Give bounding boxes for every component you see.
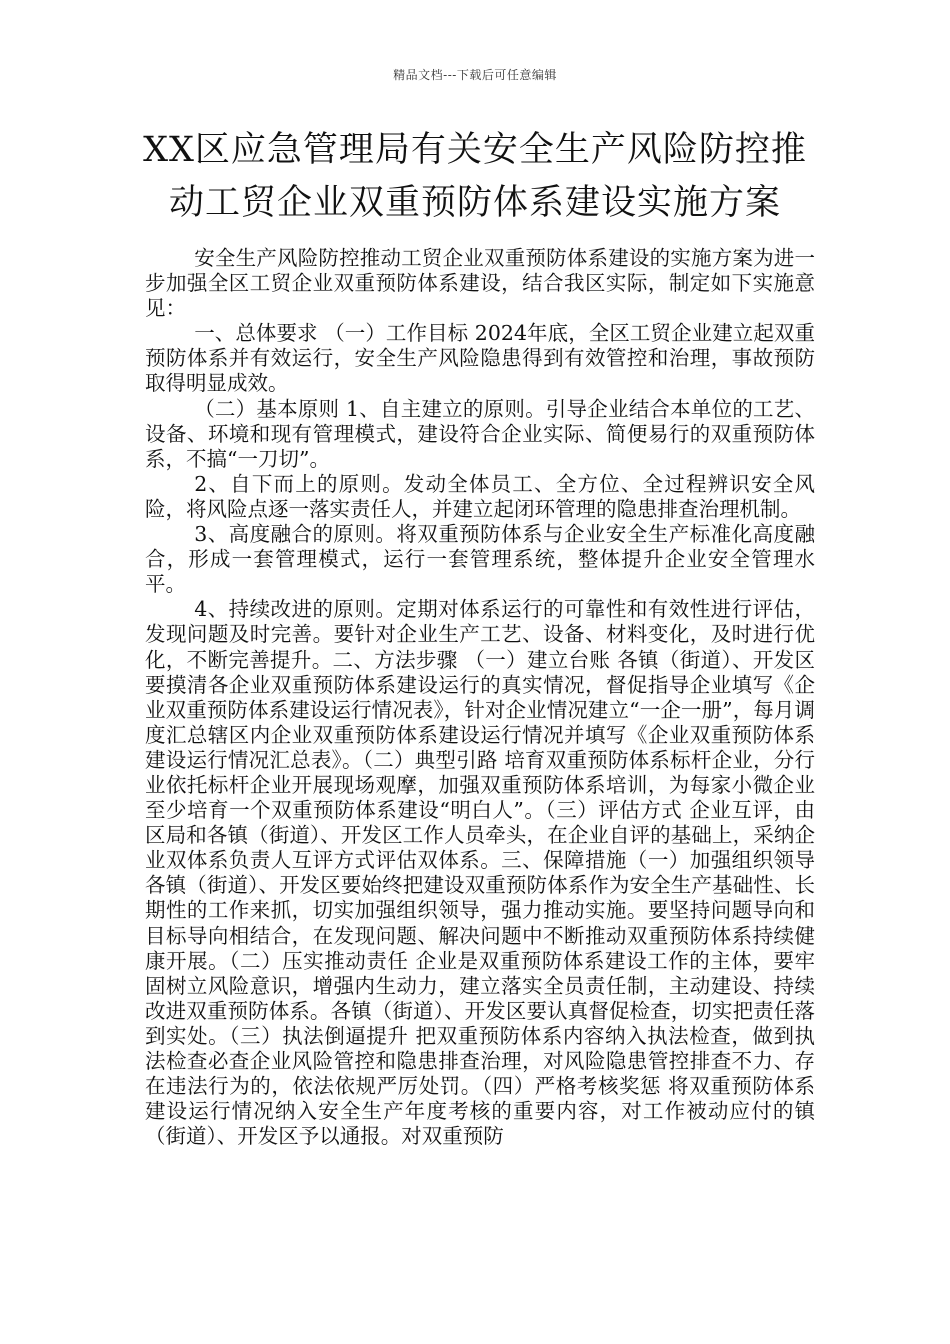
paragraph-intro: 安全生产风险防控推动工贸企业双重预防体系建设的实施方案为进一步加强全区工贸企业双重预防体系建设，结合我区实际，制定如下实施意见： — [145, 246, 815, 321]
title-line-1: XX区应急管理局有关安全生产风险防控推 — [143, 130, 807, 170]
paragraph-principle-3: 3、高度融合的原则。将双重预防体系与企业安全生产标准化高度融合，形成一套管理模式，运行一套管理系统，整体提升企业安全管理水平。 — [145, 522, 815, 597]
header-note: 精品文档---下载后可任意编辑 — [393, 68, 557, 82]
title-line-2: 动工贸企业双重预防体系建设实施方案 — [168, 183, 781, 223]
document-body — [145, 246, 815, 1149]
paragraph-basic-principles: （二）基本原则 1、自主建立的原则。引导企业结合本单位的工艺、设备、环境和现有管理模式，建设符合企业实际、简便易行的双重预防体系，不搞“一刀切”。 — [145, 396, 815, 471]
paragraph-general-requirements: 一、总体要求 （一）工作目标 2024年底，全区工贸企业建立起双重预防体系并有效运行，安全生产风险隐患得到有效管控和治理，事故预防取得明显成效。 — [145, 321, 815, 396]
paragraph-principle-2: 2、自下而上的原则。发动全体员工、全方位、全过程辨识安全风险，将风险点逐一落实责任人，并建立起闭环管理的隐患排查治理机制。 — [145, 471, 815, 521]
paragraph-principle-4-and-methods: 4、持续改进的原则。定期对体系运行的可靠性和有效性进行评估，发现问题及时完善。要针对企业生产工艺、设备、材料变化，及时进行优化，不断完善提升。二、方法步骤 （一）建立台账 各镇（街道）、开发区要摸清各企业双重预防体系建设运行的真实情况，督促指导企业填写《企业双重预防体系建设运行情况表》，针对企业情况建立“一企一册”，每月调度汇总辖区内企业双重预防体系建设运行情况并填写《企业双重预防体系建设运行情况汇总表》。（二）典型引路 培育双重预防体系标杆企业，分行业依托标杆企业开展现场观摩，加强双重预防体系培训，为每家小微企业至少培育一个双重预防体系建设“明白人”。（三）评估方式 企业互评，由区局和各镇（街道）、开发区工作人员牵头，在企业自评的基础上，采纳企业双体系负责人互评方式评估双体系。三、保障措施（一）加强组织领导 各镇（街道）、开发区要始终把建设双重预防体系作为安全生产基础性、长期性的工作来抓，切实加强组织领导，强力推动实施。要坚持问题导向和目标导向相结合，在发现问题、解决问题中不断推动双重预防体系持续健康开展。（二）压实推动责任 企业是双重预防体系建设工作的主体，要牢固树立风险意识，增强内生动力，建立落实全员责任制，主动建设、持续改进双重预防体系。各镇（街道）、开发区要认真督促检查，切实把责任落到实处。（三）执法倒逼提升 把双重预防体系内容纳入执法检查，做到执法检查必查企业风险管控和隐患排查治理，对风险隐患管控排查不力、存在违法行为的，依法依规严厉处罚。（四）严格考核奖惩 将双重预防体系建设运行情况纳入安全生产年度考核的重要内容，对工作被动应付的镇（街道）、开发区予以通报。对双重预防 — [145, 597, 815, 1149]
document-title — [130, 124, 820, 230]
